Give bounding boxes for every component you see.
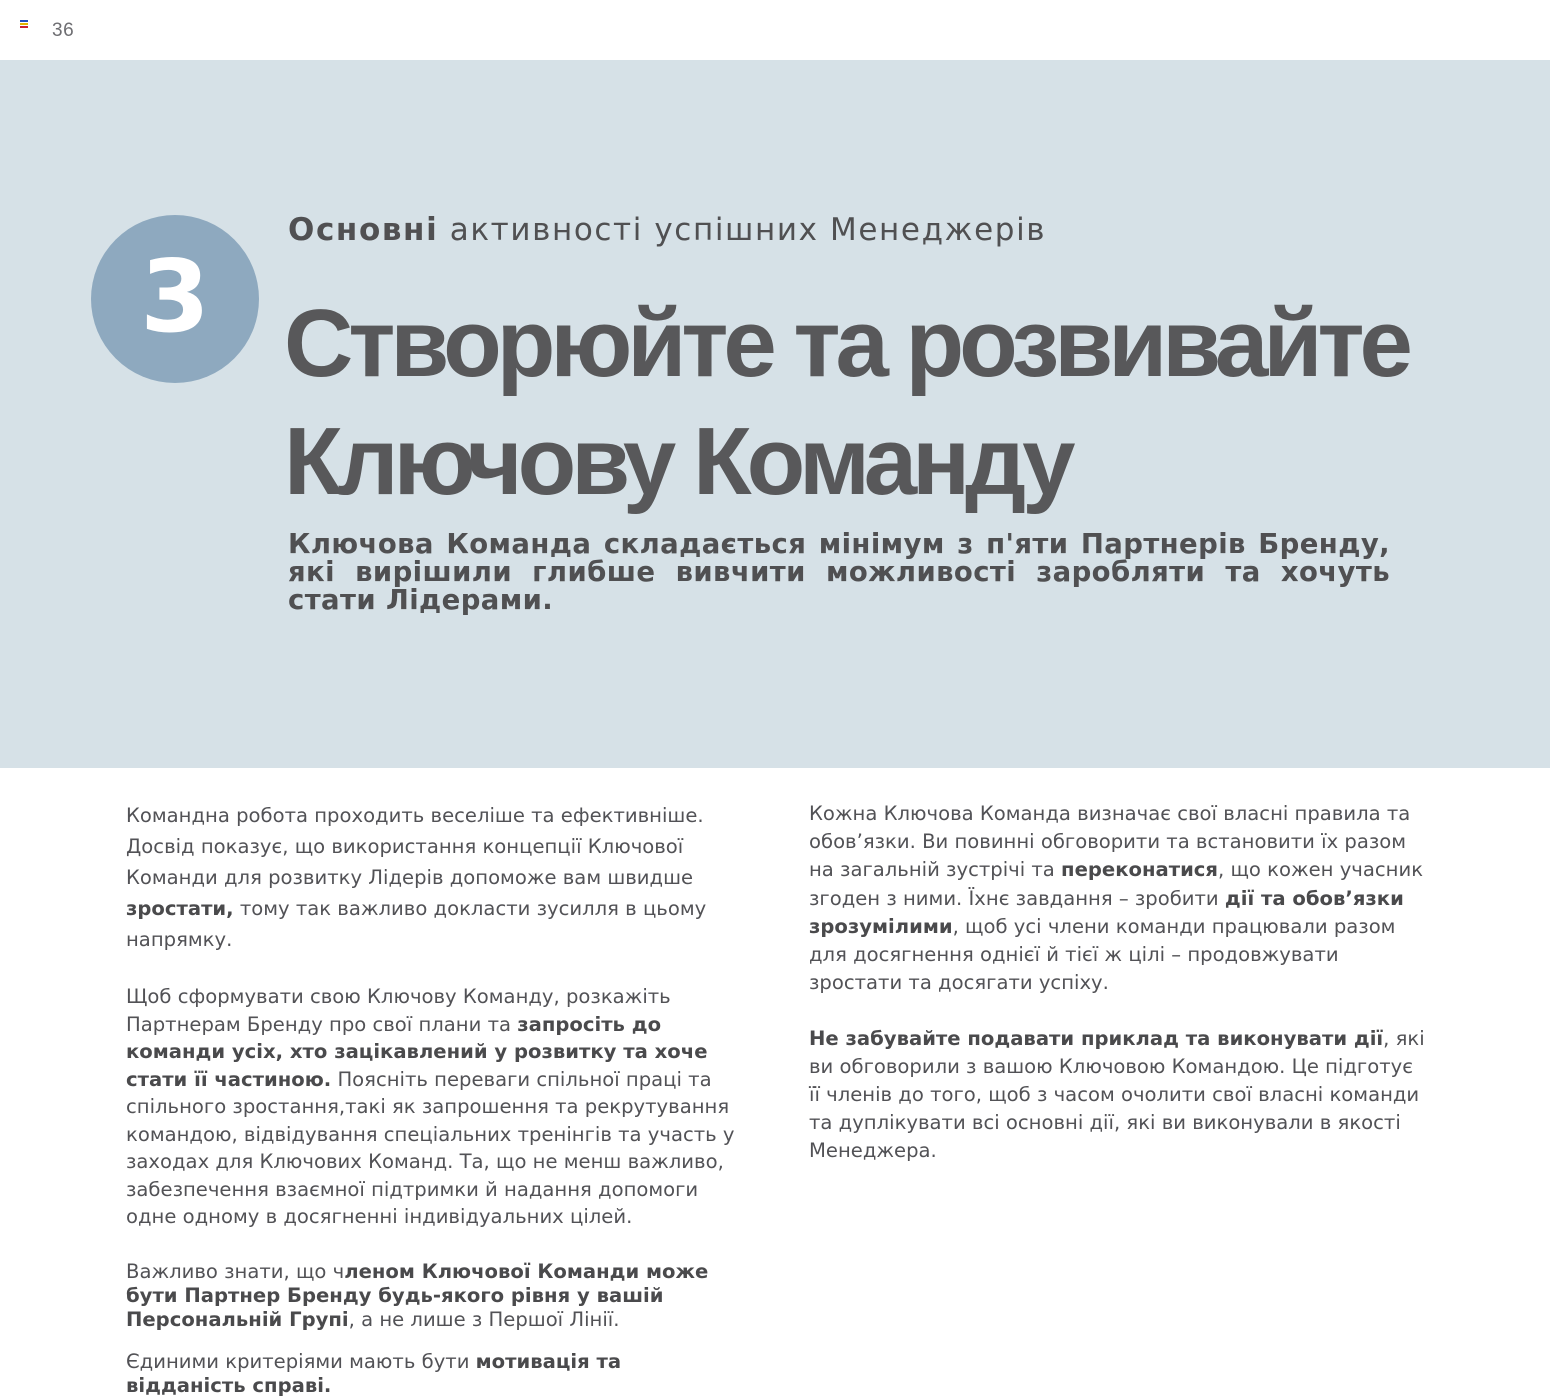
text-run: Кожна Ключова Команда визначає свої власні правила та обов’язки. Ви повинні обговорити та встановити їх разом на загальній зустрічі та bbox=[809, 802, 1411, 882]
bold-text: зростати, bbox=[126, 897, 234, 920]
text-run: , що кожен учасник згоден з ними. Їхнє завдання – зробити bbox=[809, 858, 1424, 910]
paragraph bbox=[126, 1350, 746, 1398]
text-run: Командна робота проходить веселіше та ефективніше. Досвід показує, що використання концепції Ключової Команди для розвитку Лідерів допоможе вам швидше bbox=[126, 804, 704, 889]
page-number: 36 bbox=[52, 20, 75, 41]
paragraph bbox=[126, 800, 746, 955]
text-run: , щоб усі члени команди працювали разом для досягнення однієї й тієї ж цілі – продовжувати зростати та досягати успіху. bbox=[809, 914, 1396, 995]
kicker-bold: Основні bbox=[288, 212, 439, 248]
bold-text: запросіть до команди усіх, хто зацікавлений у розвитку та хоче стати її частиною. bbox=[126, 1012, 708, 1091]
text-run: , які ви обговорили з вашою Ключовою Командою. Це підготує її членів до того, щоб з часом очолити свої власні команди та дуплікувати всі основні дії, які ви виконували в якості Менеджера. bbox=[809, 1027, 1425, 1162]
page-header bbox=[0, 0, 1550, 60]
section-kicker bbox=[288, 212, 1046, 248]
text-run: Єдиними критеріями мають бути bbox=[126, 1350, 476, 1373]
bold-text: леном Ключової Команди може бути Партнер Бренду будь-якого рівня у вашій Персональній Групі bbox=[126, 1260, 709, 1331]
flag-icon bbox=[20, 20, 28, 28]
bold-text: Не забувайте подавати приклад та виконувати дії bbox=[809, 1027, 1384, 1050]
flag-stripe-blue bbox=[20, 20, 28, 22]
flag-stripe-yellow bbox=[20, 23, 28, 25]
paragraph bbox=[809, 800, 1429, 997]
text-run: Поясніть переваги спільної праці та спільного зростання,такі як запрошення та рекрутування командою, відвідування спеціальних тренінгів та участь у заходах для Ключових Команд. Та, що не менш важливо, забезпечення взаємної підтримки й надання допомоги одне одному в досягненні індивідуальних цілей. bbox=[126, 1067, 735, 1228]
page-title-line-2: Ключову Команду bbox=[284, 408, 1071, 515]
bold-text: мотивація та відданість справі. bbox=[126, 1350, 622, 1397]
lead-paragraph: Ключова Команда складається мінімум з п'яти Партнерів Бренду, які вирішили глибше вивчити можливості заробляти та хочуть стати Лідерами. bbox=[288, 528, 1390, 616]
paragraph bbox=[126, 1260, 746, 1332]
page-title bbox=[284, 285, 1434, 521]
step-number-badge bbox=[91, 215, 259, 383]
step-number: 3 bbox=[140, 238, 210, 355]
bold-text: дії та обов’язки зрозумілими bbox=[809, 886, 1404, 938]
flag-stripe-red bbox=[20, 26, 28, 28]
paragraph bbox=[809, 1025, 1429, 1165]
bold-text: переконатися bbox=[1061, 858, 1218, 882]
page-title-line-1: Створюйте та розвивайте bbox=[284, 290, 1408, 397]
paragraph bbox=[126, 983, 746, 1231]
text-run: тому так важливо докласти зусилля в цьому напрямку. bbox=[126, 897, 707, 951]
text-run: , а не лише з Першої Лінії. bbox=[348, 1308, 620, 1331]
kicker-rest: активності успішних Менеджерів bbox=[438, 212, 1047, 248]
hero-banner bbox=[0, 60, 1550, 768]
text-run: Щоб сформувати свою Ключову Команду, розкажіть Партнерам Бренду про свої плани та bbox=[126, 985, 671, 1036]
text-run: Важливо знати, що ч bbox=[126, 1260, 345, 1283]
